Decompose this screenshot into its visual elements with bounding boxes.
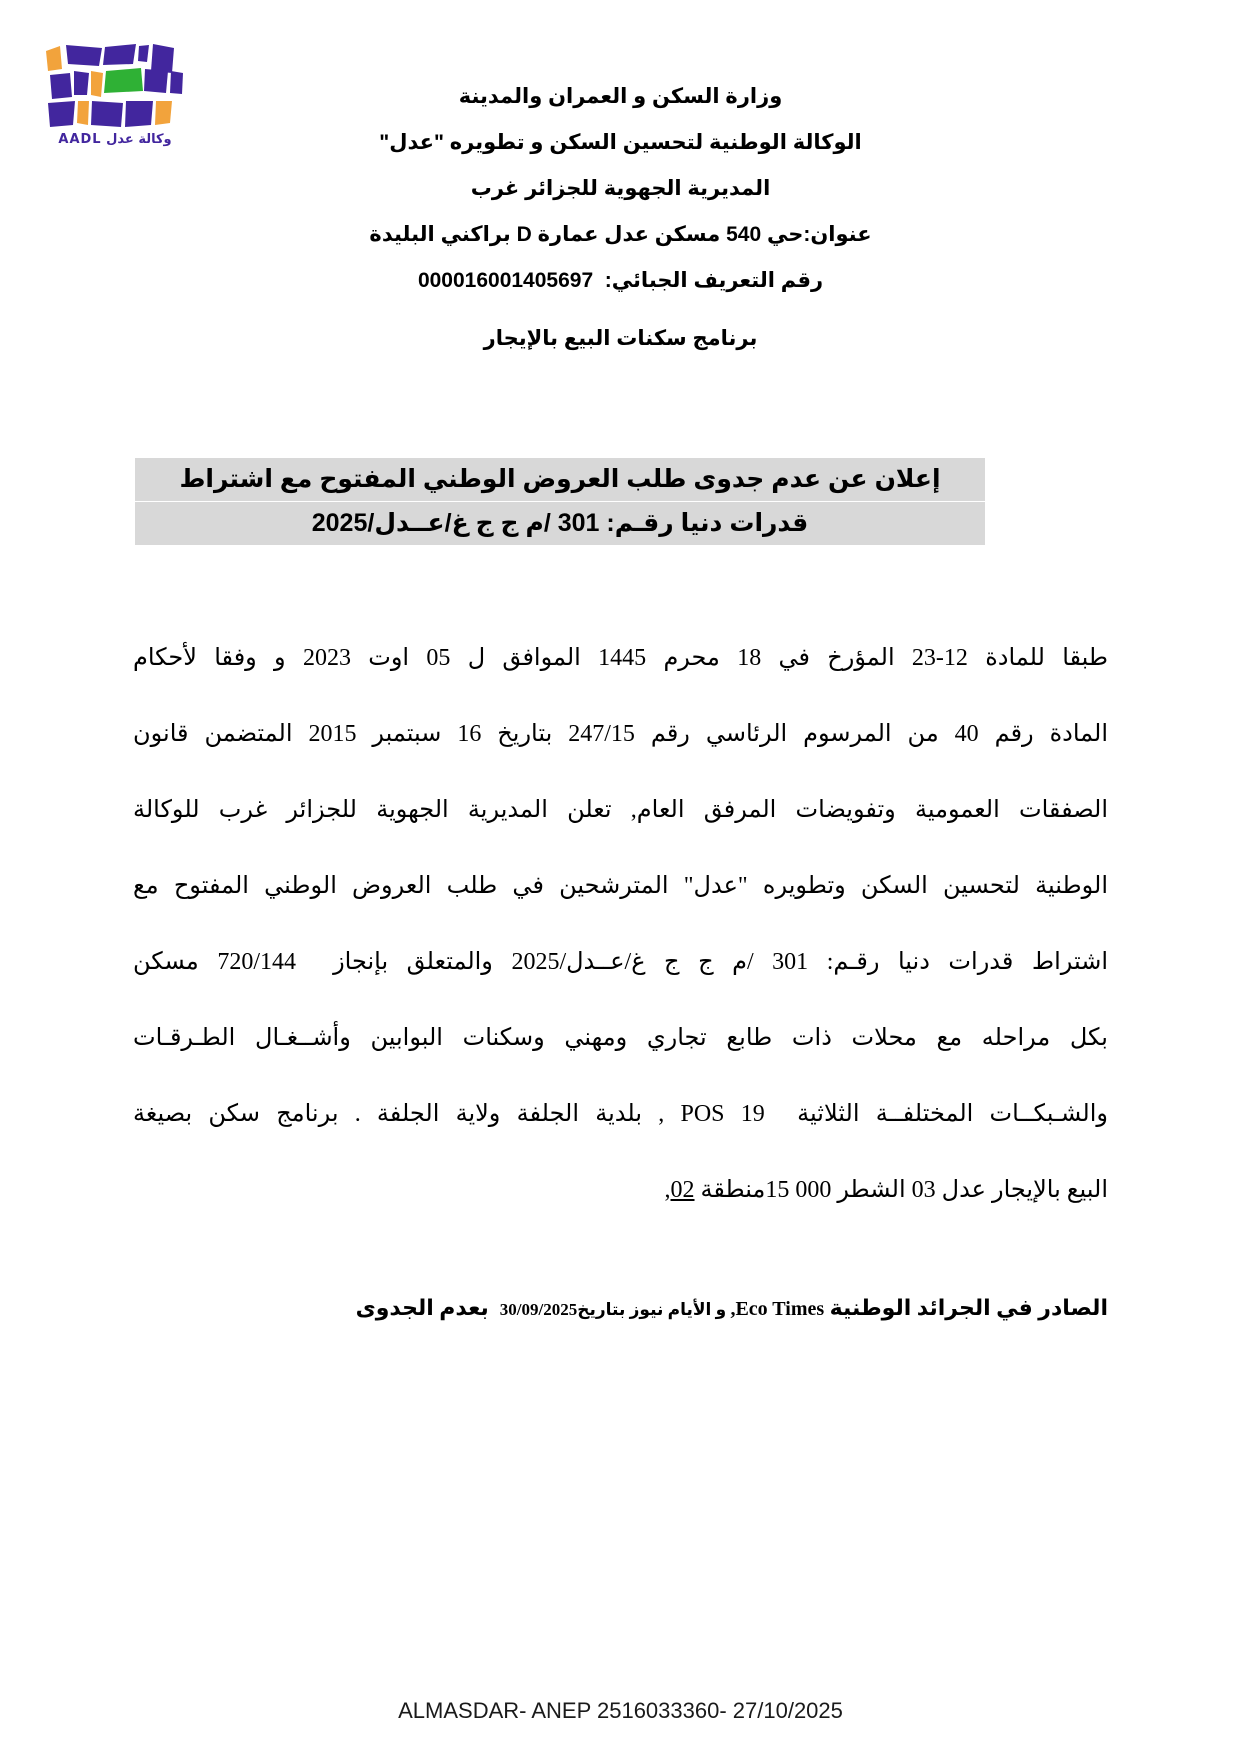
publication-date: 30/09/2025 xyxy=(499,1300,578,1319)
publication-issued-in: الصادر في الجرائد الوطنية xyxy=(824,1295,1108,1320)
header-agency: الوكالة الوطنية لتحسين السكن و تطويره "عدل" xyxy=(379,131,862,154)
body-line-2: المادة رقم 40 من المرسوم الرئاسي رقم 247/15 بتاريخ 16 سبتمبر 2015 المتضمن قانون xyxy=(133,721,1109,747)
header-program: برنامج سكنات البيع بالإيجار xyxy=(483,327,758,350)
notice-title-line1: إعلان عن عدم جدوى طلب العروض الوطني المفتوح مع اشتراط xyxy=(135,458,985,501)
publication-result: بعدم الجدوى xyxy=(355,1295,500,1320)
notice-title-block xyxy=(135,458,985,545)
body-line-5: اشتراط قدرات دنيا رقـم: 301 /م ج ج غ/عــدل/2025 والمتعلق بإنجاز 720/144 مسكن xyxy=(133,949,1109,975)
notice-title-line2: قدرات دنيا رقـم: 301 /م ج ج غ/عــدل/2025 xyxy=(135,502,985,545)
anep-imprint: ALMASDAR- ANEP 2516033360- 27/10/2025 xyxy=(398,1698,843,1723)
aadl-logo-caption: وكالة عدل AADL xyxy=(58,132,172,147)
body-line-3: الصفقات العمومية وتفويضات المرفق العام, تعلن المديرية الجهوية للجزائر غرب للوكالة xyxy=(133,797,1108,823)
notice-body xyxy=(133,620,1108,1228)
body-line-8-zone-number: 02 xyxy=(670,1177,695,1203)
publication-newspaper-1: Eco Times, xyxy=(730,1298,825,1320)
body-line-1: طبقا للمادة 12-23 المؤرخ في 18 محرم 1445 الموافق ل 05 اوت 2023 و وفقا لأحكام xyxy=(133,645,1109,671)
publication-newspaper-2: و الأيام نيوز بتاريخ xyxy=(577,1300,731,1319)
body-line-4: الوطنية لتحسين السكن وتطويره "عدل" المترشحين في طلب العروض الوطني المفتوح مع xyxy=(133,873,1108,899)
header-directorate: المديرية الجهوية للجزائر غرب xyxy=(470,177,771,200)
body-line-7: والشـبكــات المختلفــة الثلاثية POS 19 , بلدية الجلفة ولاية الجلفة . برنامج سكن بصيغة xyxy=(133,1101,1108,1127)
body-line-8 xyxy=(133,1152,1108,1228)
body-line-8-comma: , xyxy=(664,1177,671,1203)
body-line-6: بكل مراحله مع محلات ذات طابع تجاري ومهني وسكنات البوابين وأشــغـال الطـرقـات xyxy=(133,1025,1108,1051)
header-tax-id: رقم التعريف الجبائي: 000016001405697 xyxy=(417,269,824,292)
header-address: عنوان:حي 540 مسكن عدل عمارة D براكني البليدة xyxy=(369,223,872,246)
publication-note xyxy=(133,1288,1108,1330)
body-line-8-text: البيع بالإيجار عدل 03 الشطر 000 15منطقة xyxy=(694,1177,1108,1203)
header-ministry: وزارة السكن و العمران والمدينة xyxy=(458,85,783,108)
document-header xyxy=(0,74,1241,362)
